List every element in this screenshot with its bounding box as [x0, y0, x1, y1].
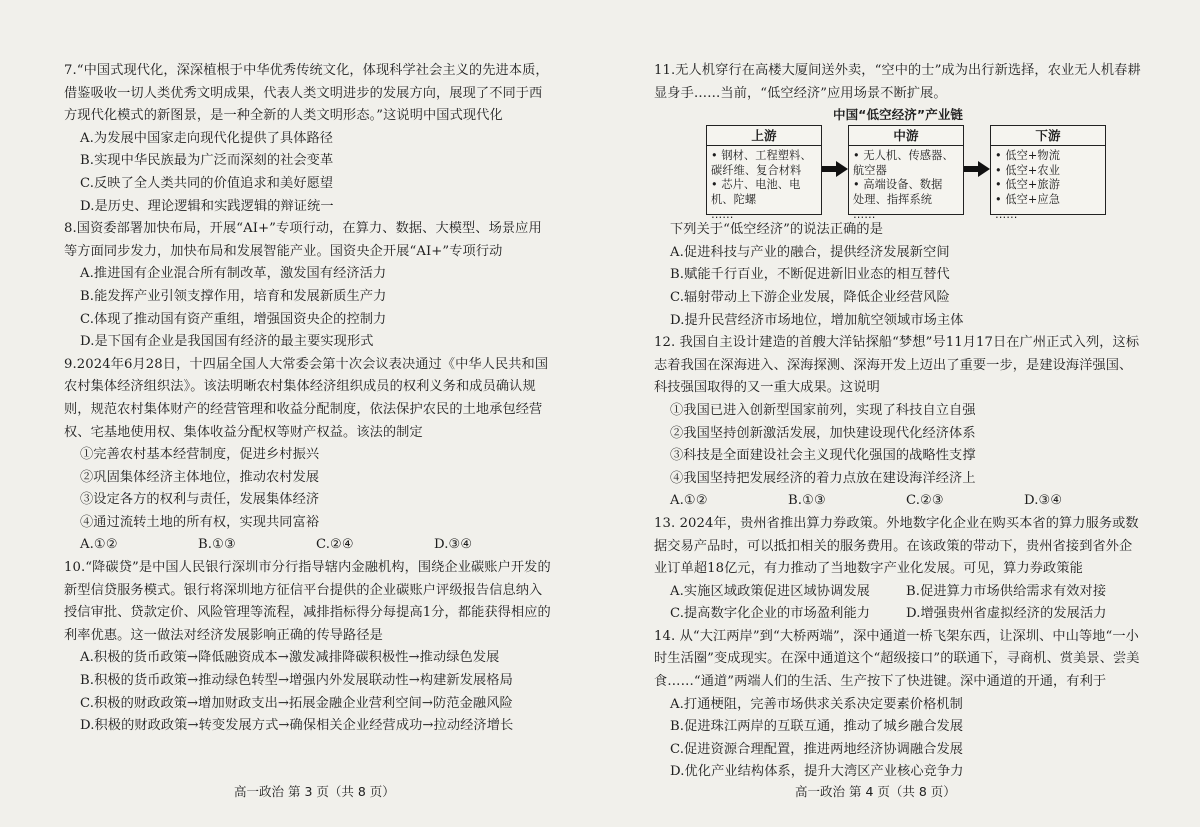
question-stem: 9.2024年6月28日，十四届全国人大常委会第十次会议表决通过《中华人民共和国农村集体经济组织法》。该法明晰农村集体经济组织成员的权利义务和成员确认规则，规范农村集体财产的经营管理和收益分配制度，依法保护农民的土地承包经营权、宅基地使用权、集体收益分配权等财产权益。该法的制定	[64, 356, 549, 440]
option-a: A.打通梗阻，完善市场供求关系决定要素价格机制	[670, 696, 963, 712]
box-line: ……	[853, 207, 876, 221]
question-stem: 10.“降碳贷”是中国人民银行深圳市分行指导辖内金融机构，围绕企业碳账户开发的新型信贷服务模式。银行将深圳地方征信平台提供的企业碳账户评级报告信息纳入授信审批、贷款定价、风险管理等流程，减排指标得分每提高1分，都能获得相应的利率优惠。这一做法对经济发展影响正确的传导路径是	[64, 560, 551, 643]
question-stem: 13. 2024年，贵州省推出算力券政策。外地数字化企业在购买本省的算力服务或数据交易产品时，可以抵扣相关的服务费用。在该政策的带动下，贵州省接到省外企业订单超18亿元，有力推动了当地数字产业化发展。可见，算力券政策能	[654, 515, 1139, 577]
choice-b: B.①③	[198, 537, 236, 553]
page-footer-right: 高一政治 第 4 页（共 8 页）	[795, 784, 956, 799]
question-11	[654, 60, 1142, 332]
choice-c: C.②④	[316, 537, 354, 553]
option-b: B.促进珠江两岸的互联互通，推动了城乡融合发展	[670, 719, 964, 735]
option-row	[654, 603, 1142, 626]
question-8	[64, 218, 552, 354]
option-c: C.反映了全人类共同的价值追求和美好愿望	[80, 175, 334, 191]
box-heading: 中游	[849, 126, 963, 146]
question-stem: 8.国资委部署加快布局，开展“AI+”专项行动，在算力、数据、大模型、场景应用等方面同步发力，加快布局和发展智能产业。国资央企开展“AI+”专项行动	[64, 221, 542, 259]
question-stem: 12. 我国自主设计建造的首艘大洋钻探船“梦想”号11月17日在广州正式入列，这标志着我国在深海进入、深海探测、深海开发上迈出了重要一步，是建设海洋强国、科技强国取得的又一重大成果。这说明	[654, 335, 1140, 396]
box-line: • 无人机、传感器、	[853, 149, 954, 163]
box-line: 碳纤维、复合材料	[711, 163, 802, 177]
question-stem: 7.“中国式现代化，深深植根于中华优秀传统文化，体现科学社会主义的先进本质，借鉴吸收一切人类优秀文明成果，代表人类文明进步的发展方向，展现了不同于西方现代化模式的新图景，是一种全新的人类文明形态。”这说明中国式现代化	[64, 63, 549, 124]
question-stem: 14. 从“大江两岸”到“大桥两端”，深中通道一桥飞架东西，让深圳、中山等地“一小时生活圈”变成现实。在深中通道这个“超级接口”的联通下，寻商机、赏美景、尝美食……“通道”两端人们的生活、生产按下了快进键。深中通道的开通，有利于	[654, 628, 1140, 690]
choice-d: D.③④	[1024, 493, 1063, 509]
box-line: • 钢材、工程塑料、	[711, 149, 812, 163]
option-d: D.优化产业结构体系，提升大湾区产业核心竞争力	[670, 764, 964, 780]
option-d: D.是下国有企业是我国国有经济的最主要实现形式	[80, 334, 374, 350]
option-c: C.辐射带动上下游企业发展，降低企业经营风险	[670, 289, 950, 305]
statement-3: ③设定各方的权利与责任，发展集体经济	[80, 492, 320, 508]
option-b: B.能发挥产业引领支撑作用，培育和发展新质生产力	[80, 288, 387, 304]
box-line: • 低空+物流	[995, 149, 1060, 163]
page-footer-left: 高一政治 第 3 页（共 8 页）	[234, 784, 395, 799]
question-prompt: 下列关于“低空经济”的说法正确的是	[670, 222, 883, 238]
left-page	[64, 60, 552, 738]
option-d: D.是历史、理论逻辑和实践逻辑的辩证统一	[80, 198, 334, 214]
box-line: 处理、指挥系统	[853, 192, 933, 206]
option-d: D.增强贵州省虚拟经济的发展活力	[906, 606, 1107, 622]
option-b: B.积极的货币政策→推动绿色转型→增强内外发展联动性→构建新发展格局	[80, 673, 513, 689]
upstream-box	[706, 125, 822, 221]
arrow-right-icon	[964, 161, 990, 177]
statement-2: ②巩固集体经济主体地位，推动农村发展	[80, 469, 320, 485]
box-heading: 上游	[707, 126, 821, 146]
option-d: D.积极的财政政策→转变发展方式→确保相关企业经营成功→拉动经济增长	[80, 718, 514, 734]
option-b: B.实现中华民族最为广泛而深刻的社会变革	[80, 153, 334, 169]
diagram-title: 中国“低空经济”产业链	[832, 107, 964, 123]
box-line: 机、陀螺	[711, 192, 757, 206]
box-line: • 低空+旅游	[995, 178, 1060, 192]
option-d: D.提升民营经济市场地位，增加航空领域市场主体	[670, 312, 964, 328]
industry-chain-diagram	[654, 107, 1142, 221]
choice-row	[654, 490, 1142, 513]
question-10	[64, 557, 552, 738]
statement-4: ④通过流转土地的所有权，实现共同富裕	[80, 514, 320, 530]
option-c: C.积极的财政政策→增加财政支出→拓展金融企业营利空间→防范金融风险	[80, 695, 513, 711]
box-content	[991, 146, 1105, 225]
statement-2: ②我国坚持创新激活发展，加快建设现代化经济体系	[670, 425, 976, 441]
question-13	[654, 513, 1142, 626]
option-a: A.促进科技与产业的融合，提供经济发展新空间	[670, 244, 950, 260]
choice-c: C.②③	[906, 493, 944, 509]
box-line: • 低空+农业	[995, 163, 1060, 177]
option-b: B.促进算力市场供给需求有效对接	[906, 583, 1107, 599]
statement-4: ④我国坚持把发展经济的着力点放在建设海洋经济上	[670, 470, 976, 486]
option-a: A.推进国有企业混合所有制改革，激发国有经济活力	[80, 266, 387, 282]
midstream-box	[848, 125, 964, 221]
statement-3: ③科技是全面建设社会主义现代化强国的战略性支撑	[670, 448, 976, 464]
box-line: ……	[995, 207, 1018, 221]
choice-d: D.③④	[434, 537, 473, 553]
choice-a: A.①②	[670, 493, 708, 509]
option-a: A.积极的货币政策→降低融资成本→激发减排降碳积极性→推动绿色发展	[80, 650, 500, 666]
box-heading: 下游	[991, 126, 1105, 146]
option-row	[654, 581, 1142, 604]
statement-1: ①完善农村基本经营制度，促进乡村振兴	[80, 447, 320, 463]
choice-b: B.①③	[788, 493, 826, 509]
option-a: A.实施区域政策促进区域协调发展	[670, 583, 870, 599]
option-c: C.体现了推动国有资产重组，增强国资央企的控制力	[80, 311, 387, 327]
box-line: 航空器	[853, 163, 887, 177]
choice-row	[64, 534, 552, 557]
box-line: • 低空+应急	[995, 192, 1060, 206]
box-line: • 高端设备、数据	[853, 178, 943, 192]
box-line: • 芯片、电池、电	[711, 178, 801, 192]
downstream-box	[990, 125, 1106, 221]
question-9	[64, 354, 552, 557]
question-12	[654, 332, 1142, 513]
question-14	[654, 626, 1142, 784]
question-7	[64, 60, 552, 218]
box-line: ……	[711, 207, 734, 221]
arrow-right-icon	[822, 161, 848, 177]
question-stem: 11.无人机穿行在高楼大厦间送外卖，“空中的士”成为出行新选择，农业无人机春耕显身手……当前，“低空经济”应用场景不断扩展。	[654, 63, 1141, 101]
option-b: B.赋能千行百业，不断促进新旧业态的相互替代	[670, 267, 950, 283]
right-page	[654, 60, 1142, 784]
statement-1: ①我国已进入创新型国家前列，实现了科技自立自强	[670, 402, 976, 418]
choice-a: A.①②	[80, 537, 118, 553]
box-content	[707, 146, 821, 225]
box-content	[849, 146, 963, 225]
option-a: A.为发展中国家走向现代化提供了具体路径	[80, 130, 334, 146]
option-c: C.提高数字化企业的市场盈利能力	[670, 606, 871, 622]
option-c: C.促进资源合理配置，推进两地经济协调融合发展	[670, 741, 964, 757]
